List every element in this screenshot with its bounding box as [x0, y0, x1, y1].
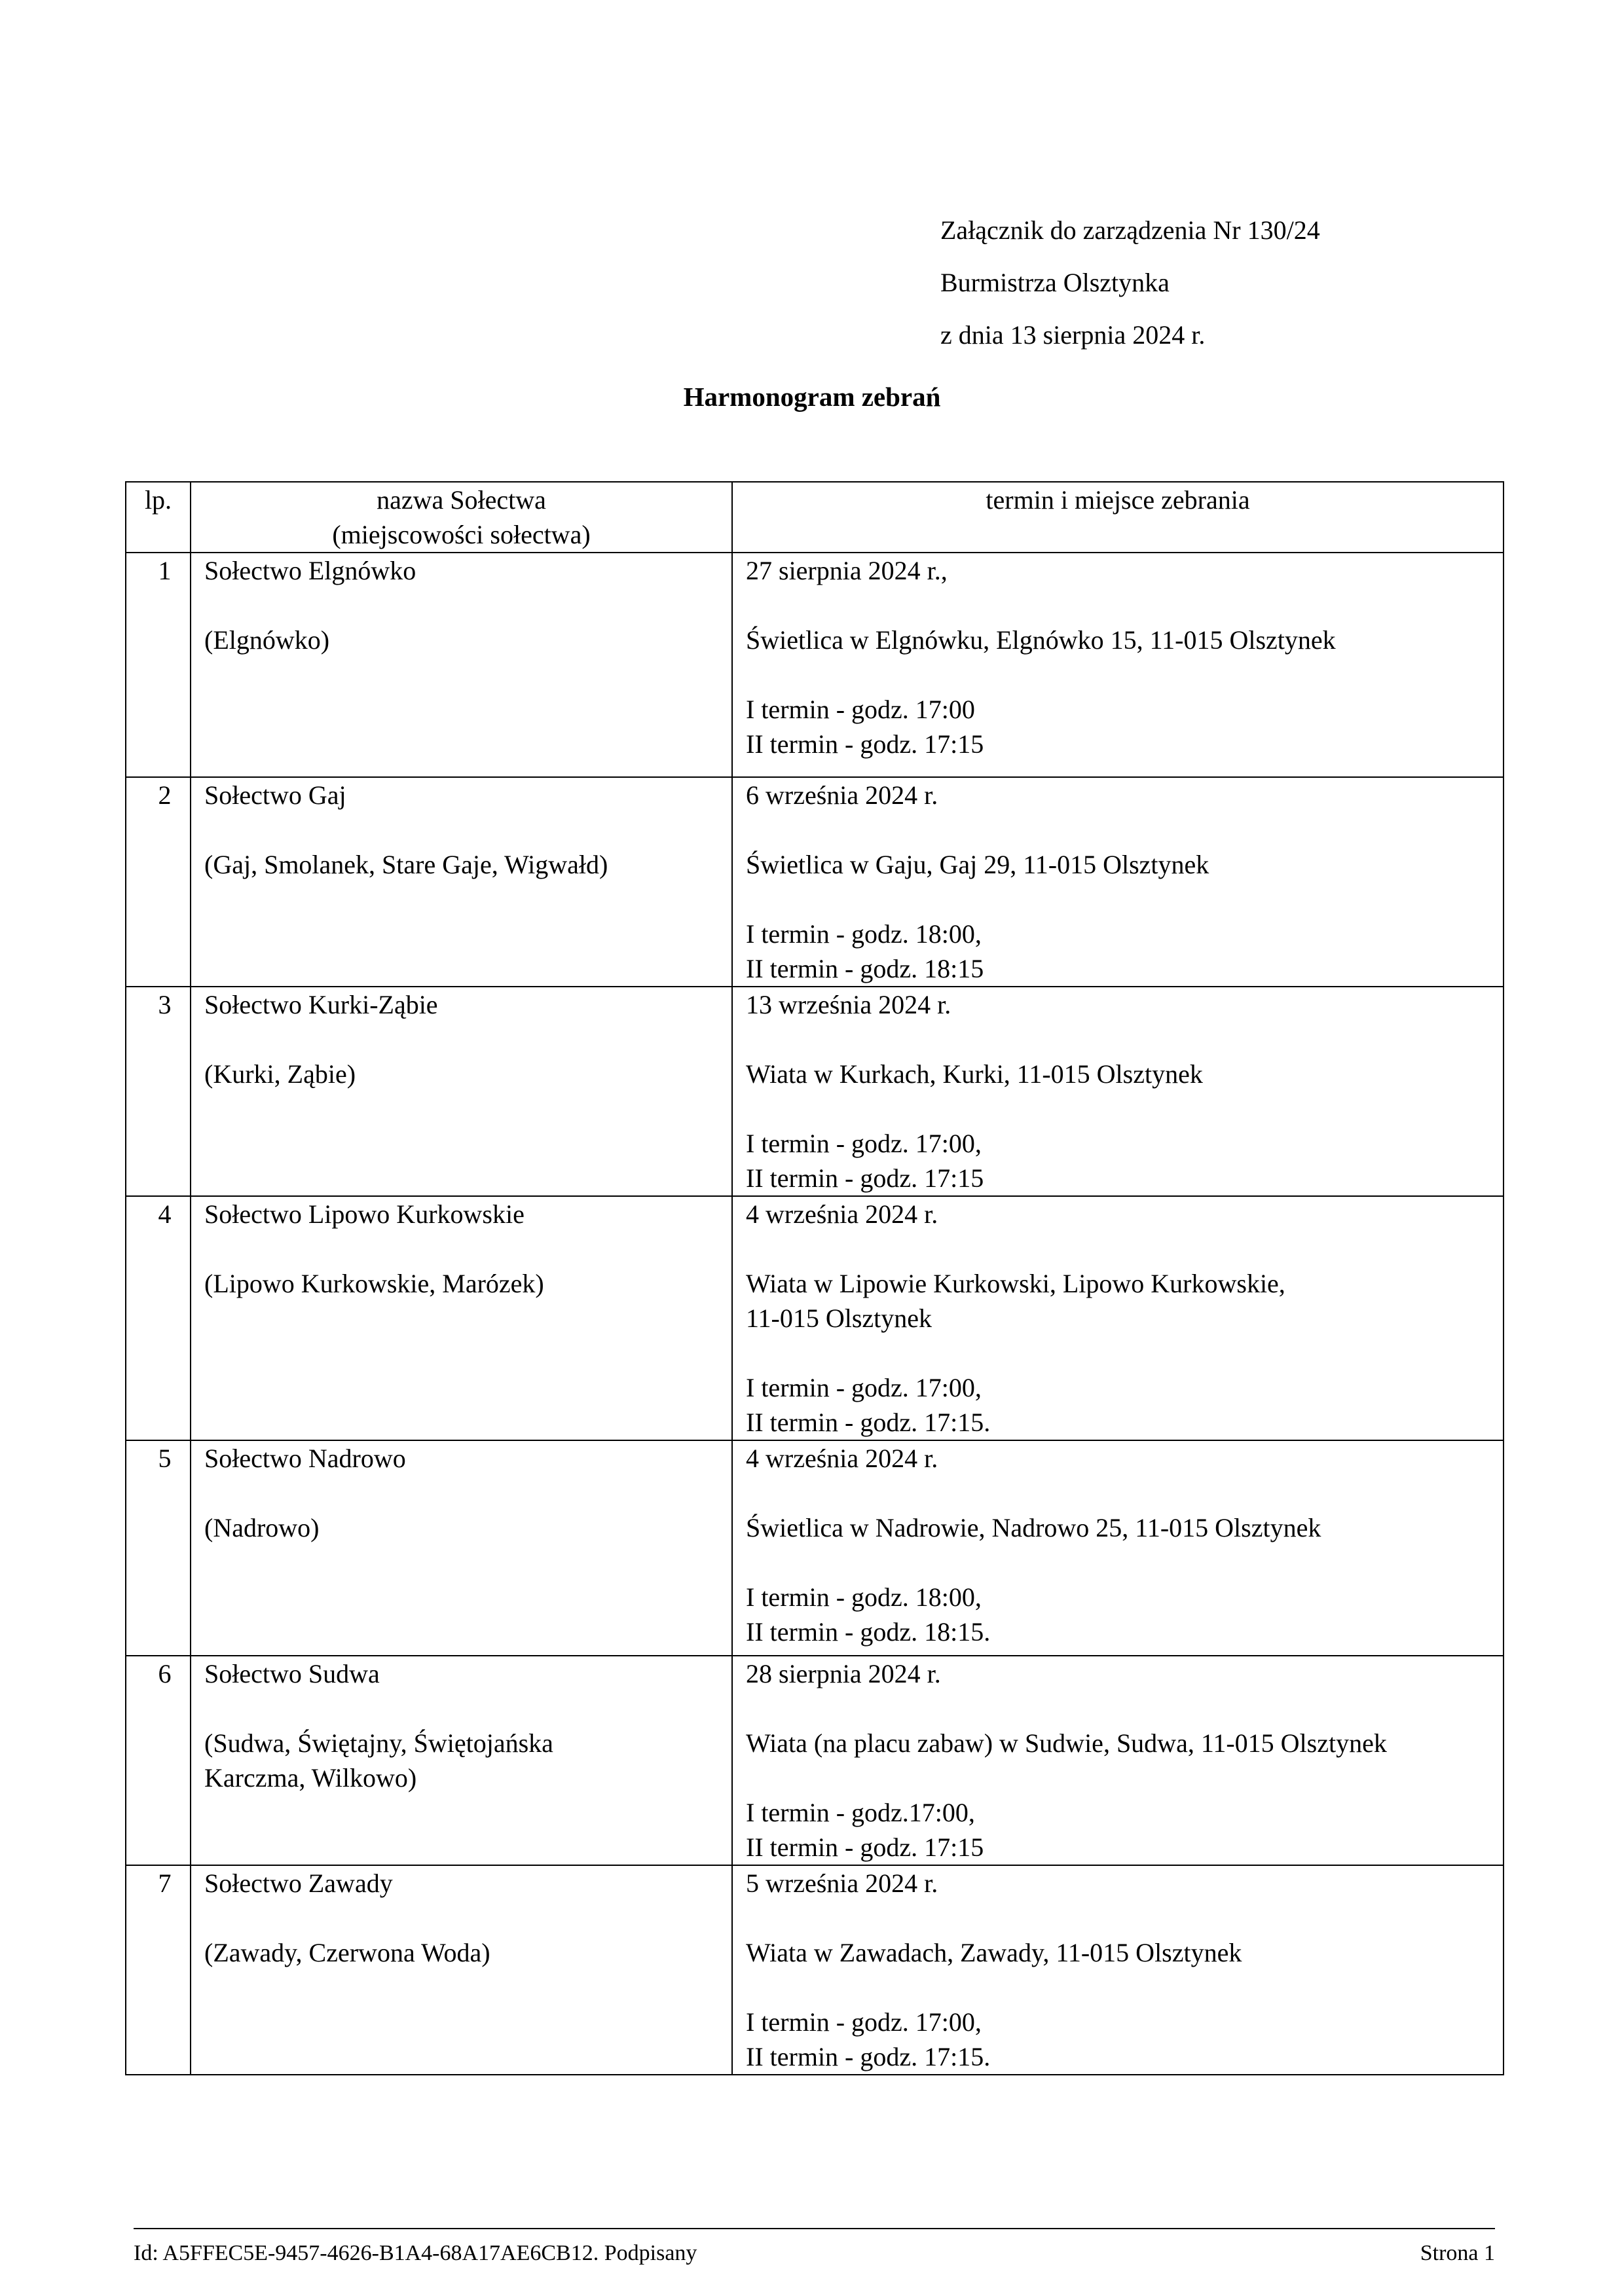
- table-row: [126, 1865, 1504, 2075]
- solectwo-cell: [191, 777, 732, 987]
- annex-line-3: z dnia 13 sierpnia 2024 r.: [940, 320, 1206, 350]
- meeting-date: 6 września 2024 r.: [746, 780, 938, 810]
- solectwo-cell: [191, 1196, 732, 1440]
- meeting-term-1: I termin - godz. 18:00,: [746, 919, 982, 949]
- table-row: [126, 987, 1504, 1196]
- meeting-term-2: II termin - godz. 17:15.: [746, 2042, 991, 2071]
- meeting-location: Wiata w Kurkach, Kurki, 11-015 Olsztynek: [746, 1059, 1203, 1089]
- row-number: 7: [126, 1865, 191, 2075]
- table-header-row: [126, 482, 1504, 553]
- solectwo-places-line-2: Karczma, Wilkowo): [204, 1763, 417, 1793]
- meeting-location: Wiata w Zawadach, Zawady, 11-015 Olsztynek: [746, 1938, 1242, 1967]
- solectwo-places: (Kurki, Ząbie): [204, 1059, 356, 1089]
- meeting-term-2: II termin - godz. 17:15.: [746, 1408, 991, 1437]
- meeting-cell: [732, 987, 1504, 1196]
- meeting-term-2: II termin - godz. 17:15: [746, 729, 984, 759]
- meeting-date: 5 września 2024 r.: [746, 1868, 938, 1898]
- solectwo-cell: [191, 1865, 732, 2075]
- meeting-cell: [732, 1656, 1504, 1865]
- row-number: 6: [126, 1656, 191, 1865]
- header-name-line-1: nazwa Sołectwa: [377, 485, 546, 515]
- solectwo-places: (Sudwa, Świętajny, Świętojańska: [204, 1728, 553, 1758]
- solectwo-name: Sołectwo Sudwa: [204, 1659, 380, 1688]
- solectwo-name: Sołectwo Kurki-Ząbie: [204, 990, 438, 1019]
- solectwo-places: (Nadrowo): [204, 1513, 320, 1542]
- annex-header: [940, 204, 1320, 361]
- meeting-location: Wiata w Lipowie Kurkowski, Lipowo Kurkowskie,: [746, 1269, 1285, 1298]
- meeting-cell: [732, 1196, 1504, 1440]
- meeting-location-line-2: 11-015 Olsztynek: [746, 1303, 932, 1333]
- meeting-term-1: I termin - godz. 17:00: [746, 695, 975, 724]
- annex-line-2: Burmistrza Olsztynka: [940, 268, 1170, 297]
- solectwo-places: (Elgnówko): [204, 625, 330, 655]
- meeting-location: Świetlica w Elgnówku, Elgnówko 15, 11-015 Olsztynek: [746, 625, 1336, 655]
- meeting-term-2: II termin - godz. 18:15: [746, 954, 984, 983]
- meeting-date: 4 września 2024 r.: [746, 1199, 938, 1229]
- document-title: Harmonogram zebrań: [683, 382, 941, 412]
- solectwo-cell: [191, 987, 732, 1196]
- header-name-line-2: (miejscowości sołectwa): [332, 520, 591, 549]
- table-row: [126, 1440, 1504, 1656]
- meeting-cell: [732, 553, 1504, 777]
- solectwo-places: (Zawady, Czerwona Woda): [204, 1938, 490, 1967]
- solectwo-name: Sołectwo Lipowo Kurkowskie: [204, 1199, 525, 1229]
- page-number: Strona 1: [1420, 2241, 1495, 2265]
- meeting-location: Świetlica w Nadrowie, Nadrowo 25, 11-015 Olsztynek: [746, 1513, 1321, 1542]
- meeting-term-2: II termin - godz. 17:15: [746, 1832, 984, 1862]
- solectwo-name: Sołectwo Nadrowo: [204, 1444, 406, 1473]
- meeting-cell: [732, 1865, 1504, 2075]
- row-number: 1: [126, 553, 191, 777]
- meeting-term-1: I termin - godz. 17:00,: [746, 2007, 982, 2037]
- meeting-schedule-table: [125, 481, 1504, 2075]
- meeting-term-1: I termin - godz. 18:00,: [746, 1582, 982, 1612]
- table-row: [126, 777, 1504, 987]
- solectwo-name: Sołectwo Elgnówko: [204, 556, 416, 585]
- table-row: [126, 1196, 1504, 1440]
- row-number: 4: [126, 1196, 191, 1440]
- solectwo-name: Sołectwo Zawady: [204, 1868, 393, 1898]
- solectwo-places: (Lipowo Kurkowskie, Marózek): [204, 1269, 544, 1298]
- solectwo-cell: [191, 553, 732, 777]
- table-row: [126, 1656, 1504, 1865]
- meeting-term-2: II termin - godz. 18:15.: [746, 1617, 991, 1647]
- table-row: [126, 553, 1504, 777]
- meeting-term-1: I termin - godz. 17:00,: [746, 1129, 982, 1158]
- meeting-date: 28 sierpnia 2024 r.: [746, 1659, 941, 1688]
- meeting-date: 27 sierpnia 2024 r.,: [746, 556, 948, 585]
- header-name: [191, 482, 732, 553]
- meeting-date: 13 września 2024 r.: [746, 990, 951, 1019]
- solectwo-cell: [191, 1656, 732, 1865]
- solectwo-places: (Gaj, Smolanek, Stare Gaje, Wigwałd): [204, 850, 608, 879]
- meeting-location: Świetlica w Gaju, Gaj 29, 11-015 Olsztynek: [746, 850, 1209, 879]
- meeting-cell: [732, 1440, 1504, 1656]
- meeting-date: 4 września 2024 r.: [746, 1444, 938, 1473]
- solectwo-cell: [191, 1440, 732, 1656]
- header-term: termin i miejsce zebrania: [732, 482, 1504, 553]
- meeting-term-1: I termin - godz. 17:00,: [746, 1373, 982, 1402]
- annex-line-1: Załącznik do zarządzenia Nr 130/24: [940, 215, 1320, 245]
- row-number: 2: [126, 777, 191, 987]
- row-number: 5: [126, 1440, 191, 1656]
- meeting-term-2: II termin - godz. 17:15: [746, 1163, 984, 1193]
- header-lp: lp.: [126, 482, 191, 553]
- meeting-cell: [732, 777, 1504, 987]
- solectwo-name: Sołectwo Gaj: [204, 780, 346, 810]
- row-number: 3: [126, 987, 191, 1196]
- document-id: Id: A5FFEC5E-9457-4626-B1A4-68A17AE6CB12. Podpisany: [134, 2241, 697, 2265]
- meeting-location: Wiata (na placu zabaw) w Sudwie, Sudwa, 11-015 Olsztynek: [746, 1728, 1387, 1758]
- meeting-term-1: I termin - godz.17:00,: [746, 1798, 975, 1827]
- page-footer: [134, 2228, 1495, 2270]
